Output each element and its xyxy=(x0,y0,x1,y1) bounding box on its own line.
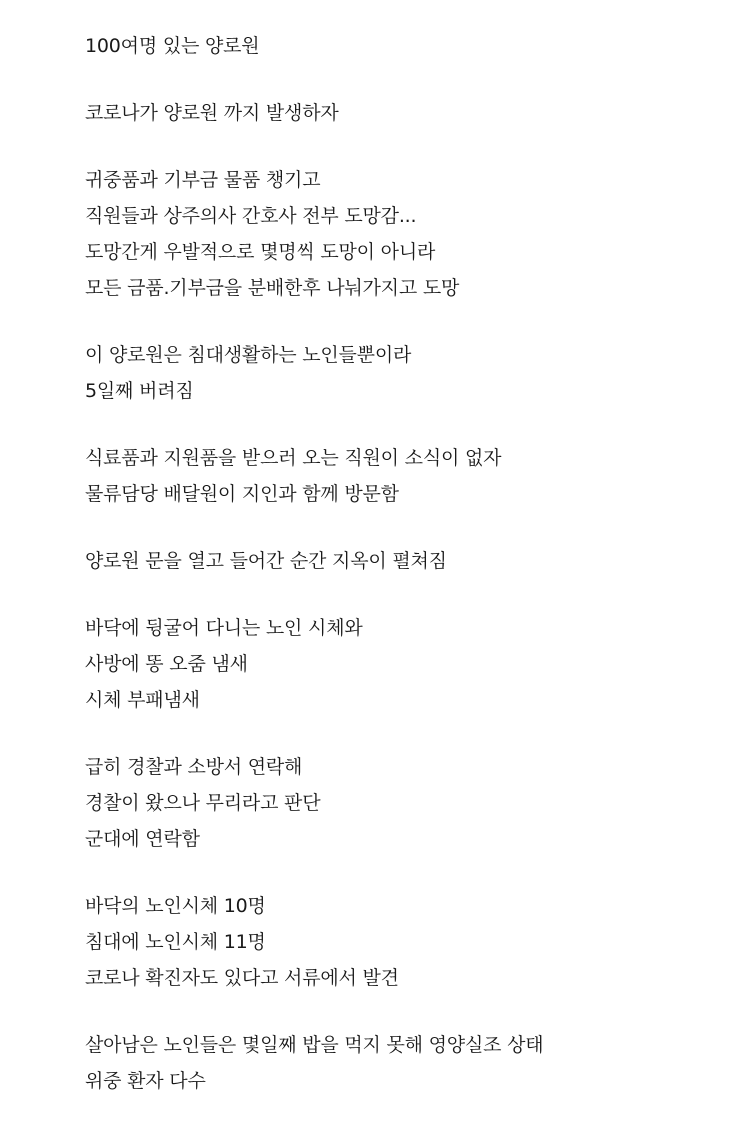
text-line: 물류담당 배달원이 지인과 함께 방문함 xyxy=(85,483,399,505)
paragraph-9 xyxy=(85,888,725,996)
paragraph-3 xyxy=(85,162,725,306)
text-line: 위중 환자 다수 xyxy=(85,1070,206,1092)
text-line: 귀중품과 기부금 물품 챙기고 xyxy=(85,169,321,191)
paragraph-4 xyxy=(85,337,725,409)
text-line: 양로원 문을 열고 들어간 순간 지옥이 펼쳐짐 xyxy=(85,550,447,572)
paragraph-5 xyxy=(85,440,725,512)
text-line: 5일째 버려짐 xyxy=(85,380,194,402)
text-line: 바닥에 뒹굴어 다니는 노인 시체와 xyxy=(85,617,363,639)
text-line: 모든 금품.기부금을 분배한후 나눠가지고 도망 xyxy=(85,277,460,299)
text-line: 사방에 똥 오줌 냄새 xyxy=(85,653,248,675)
text-line: 군대에 연락함 xyxy=(85,828,200,850)
text-line: 코로나가 양로원 까지 발생하자 xyxy=(85,102,339,124)
text-line: 이 양로원은 침대생활하는 노인들뿐이라 xyxy=(85,344,412,366)
paragraph-8 xyxy=(85,749,725,857)
text-line: 살아남은 노인들은 몇일째 밥을 먹지 못해 영양실조 상태 xyxy=(85,1034,544,1056)
text-line: 식료품과 지원품을 받으러 오는 직원이 소식이 없자 xyxy=(85,447,502,469)
text-line: 침대에 노인시체 11명 xyxy=(85,931,266,953)
article-body xyxy=(85,28,725,1130)
text-line: 100여명 있는 양로원 xyxy=(85,35,260,57)
paragraph-1 xyxy=(85,28,725,64)
text-line: 시체 부패냄새 xyxy=(85,689,200,711)
paragraph-10 xyxy=(85,1027,725,1099)
text-line: 경찰이 왔으나 무리라고 판단 xyxy=(85,792,321,814)
paragraph-2 xyxy=(85,95,725,131)
text-line: 바닥의 노인시체 10명 xyxy=(85,895,266,917)
paragraph-6 xyxy=(85,543,725,579)
text-line: 직원들과 상주의사 간호사 전부 도망감... xyxy=(85,205,417,227)
text-line: 도망간게 우발적으로 몇명씩 도망이 아니라 xyxy=(85,241,436,263)
text-line: 급히 경찰과 소방서 연락해 xyxy=(85,756,303,778)
text-line: 코로나 확진자도 있다고 서류에서 발견 xyxy=(85,967,399,989)
paragraph-7 xyxy=(85,610,725,718)
